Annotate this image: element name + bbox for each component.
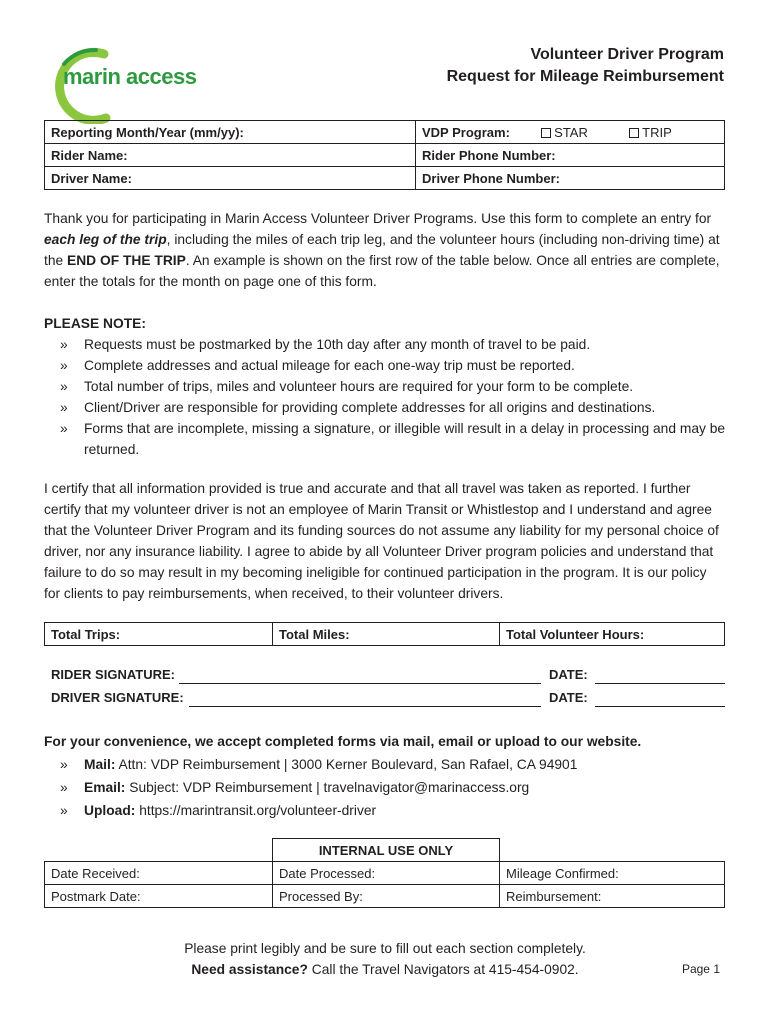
upload-link[interactable]: https://marintransit.org/volunteer-driver — [135, 803, 377, 818]
rider-signature-line[interactable] — [179, 683, 541, 684]
vdp-program-field: VDP Program: STAR TRIP — [416, 121, 725, 144]
rider-signature-label: RIDER SIGNATURE: — [51, 667, 175, 682]
note-list — [44, 334, 726, 460]
bullet-icon: » — [60, 358, 68, 373]
submission-title: For your convenience, we accept completed forms via mail, email or upload to our website. — [44, 734, 642, 749]
star-checkbox[interactable] — [541, 128, 551, 138]
total-hours-field[interactable]: Total Volunteer Hours: — [500, 623, 725, 646]
driver-date-line[interactable] — [595, 706, 725, 707]
bullet-icon: » — [60, 337, 68, 352]
date-processed-field[interactable]: Date Processed: — [273, 862, 500, 885]
list-item: » Email: Subject: VDP Reimbursement | travelnavigator@marinaccess.org — [44, 776, 726, 799]
driver-name-field[interactable]: Driver Name: — [45, 167, 416, 190]
intro-paragraph: Thank you for participating in Marin Access Volunteer Driver Programs. Use this form to complete an entry for each leg of the trip, including the miles of each trip leg, and the volunteer hours (including non-driving time) at the END OF THE TRIP. An example is shown on the first row of the table below. Once all entries are complete, enter the totals for the month on page one of this form. — [44, 211, 720, 289]
submission-methods — [44, 730, 726, 822]
rider-date-line[interactable] — [595, 683, 725, 684]
certification-paragraph: I certify that all information provided is true and accurate and that all travel was taken as reported. I further certify that my volunteer driver is not an employee of Marin Transit or Whistlestop and I understand and agree that the Volunteer Driver Program and its funding sources do not assume any liability for my personal choice of driver, nor any insurance liability. I agree to abide by all Volunteer Driver program policies and understand that failure to do so may result in my becoming ineligible for continued participation in the program. It is our policy for clients to pay reimbursements, when received, to their volunteer drivers. — [44, 481, 719, 601]
page-number: Page 1 — [681, 962, 720, 976]
internal-use-title: INTERNAL USE ONLY — [273, 839, 500, 862]
total-trips-field[interactable]: Total Trips: — [45, 623, 273, 646]
list-item: » Requests must be postmarked by the 10th day after any month of travel to be paid. — [44, 334, 726, 355]
bullet-icon: » — [60, 780, 68, 795]
rider-name-field[interactable]: Rider Name: — [45, 144, 416, 167]
bullet-icon: » — [60, 379, 68, 394]
marin-access-logo — [44, 46, 197, 124]
submission-list — [44, 753, 726, 822]
rider-phone-field[interactable]: Rider Phone Number: — [416, 144, 725, 167]
date-received-field[interactable]: Date Received: — [45, 862, 273, 885]
mileage-confirmed-field[interactable]: Mileage Confirmed: — [500, 862, 725, 885]
bullet-icon: » — [60, 400, 68, 415]
email-link[interactable]: Subject: VDP Reimbursement | travelnavigator@marinaccess.org — [125, 780, 530, 795]
footer — [0, 938, 770, 980]
totals-table — [44, 622, 725, 646]
footer-assistance: Need assistance? Call the Travel Navigators at 415-454-0902. — [191, 962, 579, 977]
total-miles-field[interactable]: Total Miles: — [273, 623, 500, 646]
postmark-date-field[interactable]: Postmark Date: — [45, 885, 273, 908]
internal-spacer-right — [500, 839, 725, 862]
reporting-month-field[interactable]: Reporting Month/Year (mm/yy): — [45, 121, 416, 144]
processed-by-field[interactable]: Processed By: — [273, 885, 500, 908]
form-title — [447, 44, 724, 88]
title-line-1: Volunteer Driver Program — [530, 46, 724, 63]
trip-checkbox[interactable] — [629, 128, 639, 138]
bullet-icon: » — [60, 803, 68, 818]
list-item: » Total number of trips, miles and volunteer hours are required for your form to be complete. — [44, 376, 726, 397]
driver-signature-line[interactable] — [189, 706, 541, 707]
title-line-2: Request for Mileage Reimbursement — [446, 68, 724, 85]
driver-phone-field[interactable]: Driver Phone Number: — [416, 167, 725, 190]
bullet-icon: » — [60, 421, 68, 436]
internal-use-table — [44, 838, 725, 908]
rider-driver-info-table — [44, 120, 725, 190]
logo-text: marin access — [63, 64, 197, 89]
driver-date-label: DATE: — [549, 690, 588, 705]
reimbursement-field[interactable]: Reimbursement: — [500, 885, 725, 908]
please-note-section — [44, 313, 726, 460]
list-item: » Complete addresses and actual mileage for each one-way trip must be reported. — [44, 355, 726, 376]
list-item: » Mail: Attn: VDP Reimbursement | 3000 Kerner Boulevard, San Rafael, CA 94901 — [44, 753, 726, 776]
driver-signature-label: DRIVER SIGNATURE: — [51, 690, 184, 705]
please-note-title: PLEASE NOTE: — [44, 316, 146, 331]
bullet-icon: » — [60, 757, 68, 772]
list-item: » Forms that are incomplete, missing a signature, or illegible will result in a delay in processing and may be returned. — [44, 418, 726, 460]
list-item: » Upload: https://marintransit.org/volunteer-driver — [44, 799, 726, 822]
list-item: » Client/Driver are responsible for providing complete addresses for all origins and destinations. — [44, 397, 726, 418]
footer-instruction: Please print legibly and be sure to fill out each section completely. — [184, 941, 586, 956]
star-option-label: STAR — [554, 124, 588, 140]
rider-date-label: DATE: — [549, 667, 588, 682]
internal-spacer-left — [45, 839, 273, 862]
trip-option-label: TRIP — [642, 124, 672, 140]
